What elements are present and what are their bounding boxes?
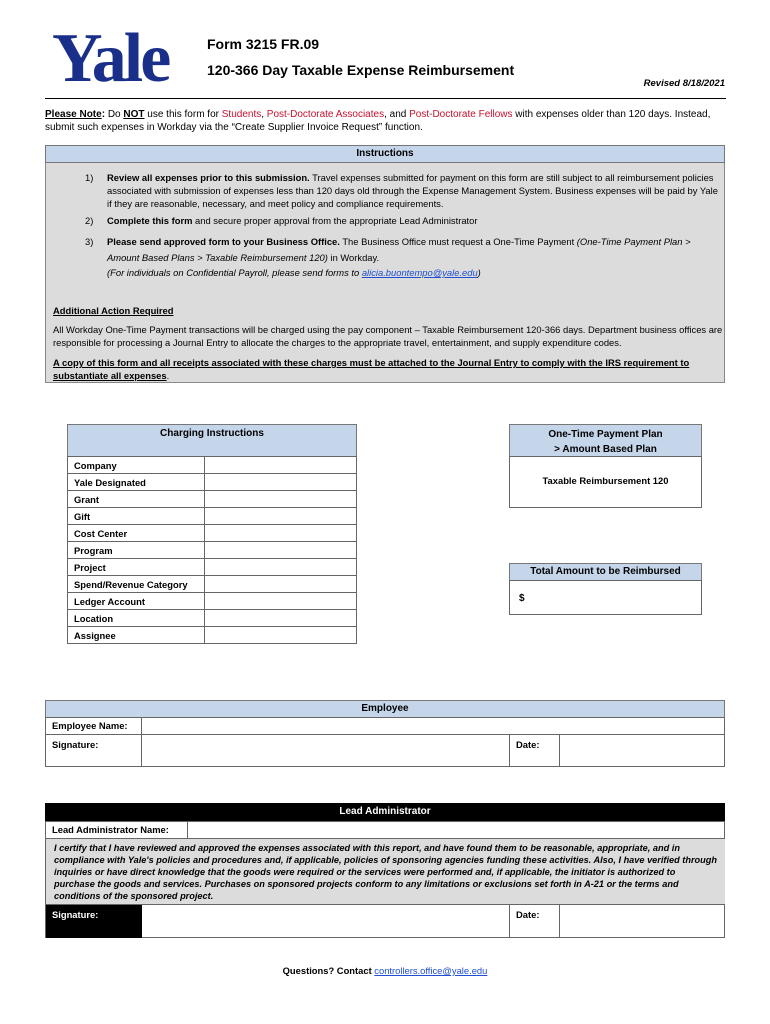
item-text: and secure proper approval from the appropriate Lead Administrator [192, 215, 478, 226]
charging-label: Yale Designated [68, 474, 205, 491]
header-divider [45, 98, 726, 99]
note-not: NOT [123, 109, 145, 120]
instruction-item-3 [55, 234, 715, 282]
charging-row [68, 491, 357, 508]
charging-label: Assignee [68, 627, 205, 644]
charging-value-field[interactable] [205, 610, 357, 627]
item-italic: (One-Time Payment Plan > Amount Based Plans > Taxable Reimbursement 120) [107, 236, 691, 263]
payment-plan-title-1: One-Time Payment Plan [548, 429, 663, 440]
lead-admin-date-label: Date: [510, 905, 560, 938]
employee-name-label: Employee Name: [46, 718, 142, 735]
additional-action-title [53, 304, 723, 317]
item-bold: Review all expenses prior to this submission. [107, 172, 310, 183]
item-italic-2: (For individuals on Confidential Payroll, please send forms to [107, 267, 362, 278]
charging-value-field[interactable] [205, 593, 357, 610]
employee-name-field[interactable] [142, 718, 725, 735]
charging-row [68, 627, 357, 644]
charging-row [68, 474, 357, 491]
charging-row [68, 508, 357, 525]
charging-label: Location [68, 610, 205, 627]
charging-label: Project [68, 559, 205, 576]
charging-value-field[interactable] [205, 508, 357, 525]
charging-row [68, 593, 357, 610]
charging-value-field[interactable] [205, 474, 357, 491]
charging-label: Ledger Account [68, 593, 205, 610]
instructions-header: Instructions [45, 145, 725, 163]
item-text-2: in Workday. [327, 251, 380, 263]
charging-table [67, 456, 357, 644]
note-students: Students [221, 109, 262, 120]
item-number: 2) [85, 215, 94, 226]
charging-label: Spend/Revenue Category [68, 576, 205, 593]
charging-row [68, 576, 357, 593]
charging-row [68, 542, 357, 559]
payment-plan-value: Taxable Reimbursement 120 [509, 456, 702, 508]
employee-section [45, 717, 725, 767]
item-bold: Complete this form [107, 215, 193, 226]
buontempo-email-link[interactable]: alicia.buontempo@yale.edu [361, 267, 478, 278]
item-italic-3: ) [477, 267, 481, 278]
form-title: 120-366 Day Taxable Expense Reimbursement [207, 62, 515, 78]
lead-admin-date-field[interactable] [560, 905, 725, 938]
footer-questions-text: Questions? Contact [282, 965, 375, 976]
instruction-item-2 [55, 214, 715, 228]
charging-row [68, 559, 357, 576]
lead-admin-header: Lead Administrator [45, 803, 725, 821]
note-label: Please Note [45, 109, 102, 120]
footer-questions [0, 965, 770, 976]
item-bold: Please send approved form to your Business Office. [107, 236, 340, 247]
total-amount-header: Total Amount to be Reimbursed [509, 563, 702, 581]
lead-admin-name-label: Lead Administrator Name: [46, 822, 188, 839]
payment-plan-title-2: > Amount Based Plan [554, 444, 657, 455]
charging-label: Program [68, 542, 205, 559]
note-text-1: use this form for [144, 109, 222, 120]
charging-value-field[interactable] [205, 525, 357, 542]
charging-value-field[interactable] [205, 576, 357, 593]
charging-value-field[interactable] [205, 457, 357, 474]
lead-admin-signature-label: Signature: [46, 905, 142, 938]
note-postdoc-associates: Post-Doctorate Associates [266, 109, 385, 120]
employee-header: Employee [45, 700, 725, 718]
employee-signature-field[interactable] [142, 735, 510, 767]
item-number: 3) [85, 236, 94, 247]
charging-value-field[interactable] [205, 491, 357, 508]
instruction-item-1 [55, 171, 718, 211]
note-comma: , [261, 109, 267, 120]
note-text-2: with expenses older than 120 days. Instead, submit such expenses in Workday via the “Create Supplier Invoice Request” function. [45, 109, 711, 133]
form-number: Form 3215 FR.09 [207, 36, 320, 52]
copy-requirement [53, 356, 723, 382]
yale-logo: Yale [52, 20, 169, 97]
item-number: 1) [85, 172, 94, 183]
copy-requirement-text: A copy of this form and all receipts associated with these charges must be attached to the Journal Entry to comply with the IRS requirement to substantiate all expenses [53, 357, 690, 381]
charging-label: Gift [68, 508, 205, 525]
charging-row [68, 610, 357, 627]
note-and: , and [384, 109, 410, 120]
item-text: Travel expenses submitted for payment on this form are still subject to all reimbursement policies associated with submission of expenses less than 120 days old through the Expense Management System. Business expenses will be paid by Yale if they are reasonable, necessary, and meet policy and compliance requirements. [107, 172, 718, 209]
charging-value-field[interactable] [205, 542, 357, 559]
charging-value-field[interactable] [205, 627, 357, 644]
note-postdoc-fellows: Post-Doctorate Fellows [409, 109, 513, 120]
employee-date-field[interactable] [560, 735, 725, 767]
note-text-do: Do [105, 109, 124, 120]
lead-admin-section [45, 821, 725, 938]
certification-statement: I certify that I have reviewed and approved the expenses associated with this report, and have found them to be reasonable, appropriate, and in compliance with Yale's policies and procedures and, if applicable, policies of sponsoring agencies funding these activities. Also, I have verified through inquiries or have direct knowledge that the goods were required or the services were performed and, if applicable, the initiator is authorized to purchase the goods and services. Purchases on sponsored projects conform to any limitations or exclusions set forth in A-21 or the terms and conditions of the sponsored project. [46, 839, 725, 905]
item-text: The Business Office must request a One-Time Payment [339, 236, 577, 247]
total-amount-field[interactable]: $ [509, 580, 702, 615]
charging-row [68, 457, 357, 474]
controllers-email-link[interactable]: controllers.office@yale.edu [374, 965, 488, 976]
copy-requirement-end: . [166, 370, 170, 381]
please-note [45, 108, 735, 134]
charging-instructions-header: Charging Instructions [67, 424, 357, 457]
employee-signature-label: Signature: [46, 735, 142, 767]
lead-admin-name-field[interactable] [188, 822, 725, 839]
payment-plan-header [509, 424, 702, 457]
note-colon: : [101, 109, 106, 120]
charging-value-field[interactable] [205, 559, 357, 576]
charging-label: Company [68, 457, 205, 474]
charging-label: Grant [68, 491, 205, 508]
revised-date: Revised 8/18/2021 [643, 78, 725, 89]
additional-action-text: All Workday One-Time Payment transactions will be charged using the pay component – Taxable Reimbursement 120-366 days. Department business offices are responsible for processing a Journal Entry to allocate the charges to the appropriate travel, entertainment, and supply expenditure codes. [53, 324, 723, 348]
charging-label: Cost Center [68, 525, 205, 542]
employee-date-label: Date: [510, 735, 560, 767]
lead-admin-signature-field[interactable] [142, 905, 510, 938]
charging-row [68, 525, 357, 542]
additional-title-text: Additional Action Required [53, 305, 174, 316]
